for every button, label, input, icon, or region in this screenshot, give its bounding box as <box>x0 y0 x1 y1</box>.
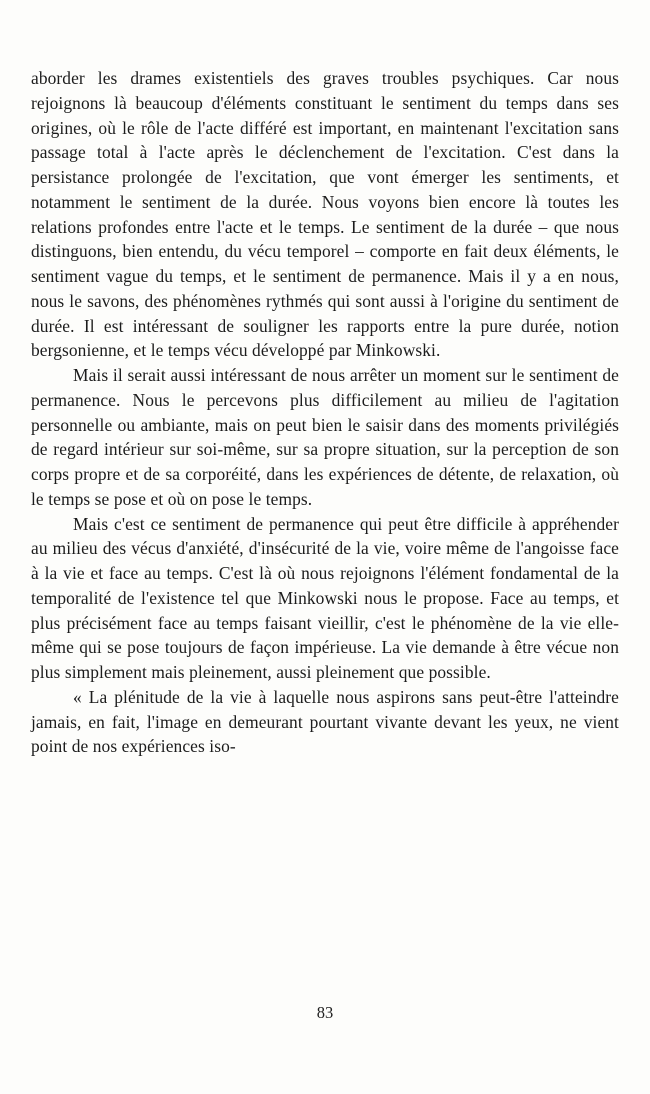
paragraph: « La plénitude de la vie à laquelle nous aspirons sans peut-être l'atteindre jamais, en fait, l'image en demeurant pourtant vivante devant les yeux, ne vient point de nos expériences iso- <box>31 686 619 757</box>
paragraph: Mais il serait aussi intéressant de nous arrêter un moment sur le sentiment de permanence. Nous le percevons plus difficilement au milieu de l'agitation personnelle ou ambiante, mais on peut bien le saisir dans des moments privilégiés de regard intérieur sur soi-même, sur sa propre situation, sur la perception de son corps propre et de sa corporéité, dans les expériences de détente, de relaxation, où le temps se pose et où on pose le temps. <box>31 365 619 509</box>
body-text <box>31 66 619 759</box>
page-number: 83 <box>316 1003 334 1022</box>
paragraph: aborder les drames existentiels des graves troubles psychiques. Car nous rejoignons là beaucoup d'éléments constituant le sentiment du temps dans ses origines, où le rôle de l'acte différé est important, en maintenant l'excitation sans passage total à l'acte après le déclenchement de l'excitation. C'est dans la persistance prolongée de l'excitation, que vont émerger les sentiments, et notamment le sentiment de la durée. Nous voyons bien encore là toutes les relations profondes entre l'acte et le temps. Le sentiment de la durée – que nous distinguons, bien entendu, du vécu temporel – comporte en fait deux éléments, le sentiment vague du temps, et le sentiment de permanence. Mais il y a en nous, nous le savons, des phénomènes rythmés qui sont aussi à l'origine du sentiment de durée. Il est intéressant de souligner les rapports entre la pure durée, notion bergsonienne, et le temps vécu développé par Minkowski. <box>31 68 619 361</box>
paragraph: Mais c'est ce sentiment de permanence qui peut être difficile à appréhender au milieu des vécus d'anxiété, d'insécurité de la vie, voire même de l'angoisse face à la vie et face au temps. C'est là où nous rejoignons l'élément fondamental de la temporalité de l'existence tel que Minkowski nous le propose. Face au temps, et plus précisément face au temps faisant vieillir, c'est le phénomène de la vie elle-même qui se pose toujours de façon impérieuse. La vie demande à être vécue non plus simplement mais pleinement, aussi pleinement que possible. <box>31 513 619 682</box>
